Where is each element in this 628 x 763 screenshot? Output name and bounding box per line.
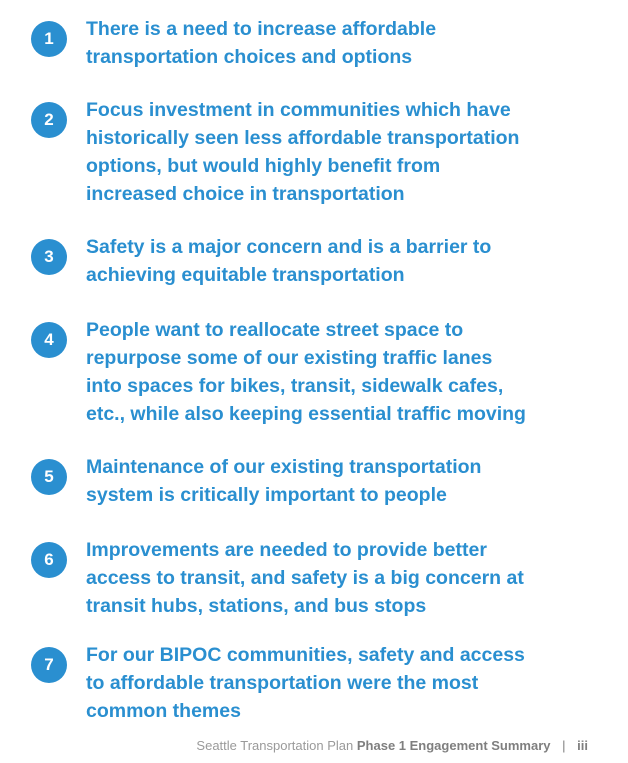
number-badge: 5 <box>31 459 67 495</box>
finding-text-line: system is critically important to people <box>86 484 447 506</box>
finding-text-line: increased choice in transportation <box>86 183 405 205</box>
number-badge: 1 <box>31 21 67 57</box>
finding-text <box>86 316 526 428</box>
finding-text-line: to affordable transportation were the most <box>86 672 479 694</box>
finding-text-line: Maintenance of our existing transportation <box>86 456 482 478</box>
footer-plan-name: Seattle Transportation Plan <box>196 738 354 753</box>
number-badge: 3 <box>31 239 67 275</box>
finding-text-line: transit hubs, stations, and bus stops <box>86 595 427 617</box>
page-number: iii <box>577 738 588 753</box>
finding-text-line: For our BIPOC communities, safety and access <box>86 644 525 666</box>
finding-text-line: People want to reallocate street space to <box>86 319 464 341</box>
finding-text <box>86 536 524 620</box>
number-badge: 6 <box>31 542 67 578</box>
page-footer <box>196 738 588 753</box>
finding-text <box>86 15 436 71</box>
finding-text <box>86 233 491 289</box>
number-badge: 2 <box>31 102 67 138</box>
number-badge: 7 <box>31 647 67 683</box>
finding-text-line: historically seen less affordable transportation <box>86 127 520 149</box>
finding-text-line: options, but would highly benefit from <box>86 155 441 177</box>
finding-text <box>86 96 519 208</box>
finding-text-line: Safety is a major concern and is a barrier to <box>86 236 492 258</box>
finding-text-line: common themes <box>86 700 241 722</box>
number-badge: 4 <box>31 322 67 358</box>
footer-separator: | <box>562 738 566 753</box>
finding-text-line: access to transit, and safety is a big concern at <box>86 567 524 589</box>
finding-text-line: into spaces for bikes, transit, sidewalk cafes, <box>86 375 504 397</box>
finding-text <box>86 641 525 725</box>
finding-text-line: Focus investment in communities which have <box>86 99 511 121</box>
finding-text <box>86 453 481 509</box>
finding-text-line: etc., while also keeping essential traffic moving <box>86 403 526 425</box>
footer-document-title: Phase 1 Engagement Summary <box>356 738 551 753</box>
finding-text-line: transportation choices and options <box>86 46 413 68</box>
finding-text-line: Improvements are needed to provide better <box>86 539 487 561</box>
finding-text-line: repurpose some of our existing traffic lanes <box>86 347 493 369</box>
finding-text-line: There is a need to increase affordable <box>86 18 437 40</box>
finding-text-line: achieving equitable transportation <box>86 264 405 286</box>
